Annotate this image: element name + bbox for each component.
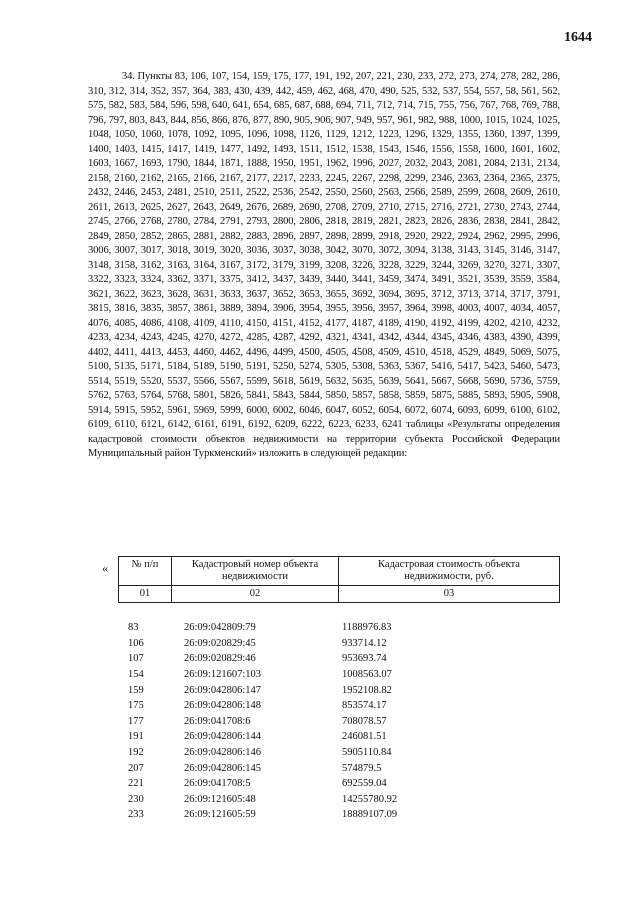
row-number: 106 <box>128 637 144 649</box>
cadastral-number: 26:09:042806:148 <box>184 700 262 712</box>
cadastral-number: 26:09:041708:6 <box>184 715 251 727</box>
cadastral-number: 26:09:121605:48 <box>184 793 256 805</box>
page-number: 1644 <box>564 30 592 45</box>
row-number: 233 <box>128 809 144 821</box>
table-row <box>128 698 528 714</box>
row-number: 154 <box>128 669 144 681</box>
row-number: 191 <box>128 731 144 743</box>
table-row <box>128 776 528 792</box>
table-row <box>128 760 528 776</box>
cadastral-number: 26:09:121605:59 <box>184 809 256 821</box>
table-row <box>128 745 528 761</box>
cadastral-value: 1188976.83 <box>342 622 392 634</box>
cadastral-number: 26:09:041708:5 <box>184 778 251 790</box>
table-row <box>128 714 528 730</box>
cadastral-number: 26:09:042806:145 <box>184 762 262 774</box>
column-number: 01 <box>119 586 172 603</box>
row-number: 177 <box>128 715 144 727</box>
table-row <box>128 792 528 808</box>
row-number: 83 <box>128 622 139 634</box>
row-number: 175 <box>128 700 144 712</box>
table-row <box>128 729 528 745</box>
cadastral-value: 574879.5 <box>342 762 382 774</box>
cadastral-value: 18889107.09 <box>342 809 398 821</box>
row-number: 230 <box>128 793 144 805</box>
row-number: 107 <box>128 653 144 665</box>
cadastral-value: 708078.57 <box>342 715 387 727</box>
table-row <box>128 620 528 636</box>
table-row <box>128 636 528 652</box>
table-column-number-row <box>119 586 560 603</box>
header-cadastral-number: Кадастровый номер объекта недвижимости <box>172 557 339 586</box>
cadastral-number: 26:09:121607:103 <box>184 669 262 681</box>
header-cadastral-value: Кадастровая стоимость объекта недвижимости, руб. <box>339 557 560 586</box>
table-header-row <box>119 557 560 586</box>
cadastral-number: 26:09:020829:46 <box>184 653 256 665</box>
cadastral-number: 26:09:042806:144 <box>184 731 262 743</box>
cadastral-value: 1008563.07 <box>342 669 392 681</box>
cadastral-value: 14255780.92 <box>342 793 398 805</box>
cadastral-number: 26:09:020829:45 <box>184 637 256 649</box>
cadastral-value: 692559.04 <box>342 778 387 790</box>
opening-quote: « <box>102 561 108 575</box>
table-row <box>128 807 528 823</box>
cadastral-value: 1952108.82 <box>342 684 392 696</box>
row-number: 221 <box>128 778 144 790</box>
table-row <box>128 651 528 667</box>
cadastral-number: 26:09:042806:147 <box>184 684 262 696</box>
table-header <box>118 556 560 603</box>
cadastral-value: 5905110.84 <box>342 747 392 759</box>
column-number: 02 <box>172 586 339 603</box>
row-number: 159 <box>128 684 144 696</box>
table-body <box>128 620 528 823</box>
table-row <box>128 667 528 683</box>
cadastral-number: 26:09:042809:79 <box>184 622 256 634</box>
table-row <box>128 682 528 698</box>
cadastral-number: 26:09:042806:146 <box>184 747 262 759</box>
cadastral-value: 853574.17 <box>342 700 387 712</box>
row-number: 192 <box>128 747 144 759</box>
cadastral-value: 933714.12 <box>342 637 387 649</box>
column-number: 03 <box>339 586 560 603</box>
cadastral-value: 953693.74 <box>342 653 387 665</box>
row-number: 207 <box>128 762 144 774</box>
header-number: № п/п <box>119 557 172 586</box>
cadastral-value: 246081.51 <box>342 731 387 743</box>
amendment-paragraph: 34. Пункты 83, 106, 107, 154, 159, 175, 177, 191, 192, 207, 221, 230, 233, 272, 273, 274, 278, 282, 286, 310, 312, 314, 352, 357, 364, 383, 430, 439, 442, 459, 462, 468, 470, 490, 525, 532, 537, 554, 557, 58, 561, 562, 575, 582, 583, 584, 596, 598, 640, 641, 654, 685, 687, 688, 694, 711, 712, 714, 715, 755, 756, 767, 768, 769, 788, 796, 797, 803, 843, 844, 856, 866, 876, 877, 890, 905, 906, 907, 949, 957, 961, 982, 988, 1000, 1015, 1024, 1025, 1048, 1050, 1060, 1078, 1092, 1095, 1096, 1098, 1126, 1129, 1212, 1223, 1296, 1329, 1355, 1360, 1397, 1399, 1400, 1403, 1415, 1417, 1419, 1477, 1492, 1493, 1511, 1512, 1538, 1543, 1546, 1556, 1558, 1600, 1601, 1602, 1603, 1667, 1693, 1790, 1844, 1871, 1888, 1950, 1951, 1962, 1996, 2027, 2032, 2043, 2081, 2084, 2131, 2134, 2158, 2160, 2162, 2165, 2166, 2167, 2177, 2217, 2233, 2245, 2267, 2298, 2299, 2346, 2363, 2364, 2365, 2375, 2432, 2446, 2453, 2481, 2510, 2511, 2522, 2536, 2542, 2550, 2560, 2563, 2566, 2589, 2599, 2608, 2609, 2610, 2611, 2613, 2625, 2627, 2643, 2649, 2676, 2689, 2690, 2708, 2709, 2710, 2715, 2716, 2721, 2730, 2743, 2744, 2745, 2766, 2768, 2780, 2784, 2791, 2793, 2800, 2806, 2818, 2819, 2821, 2823, 2826, 2836, 2838, 2841, 2842, 2849, 2850, 2852, 2865, 2881, 2882, 2883, 2896, 2897, 2898, 2899, 2918, 2920, 2922, 2924, 2962, 2995, 2996, 3006, 3007, 3017, 3018, 3019, 3020, 3036, 3037, 3038, 3042, 3070, 3072, 3094, 3138, 3143, 3145, 3146, 3147, 3148, 3158, 3162, 3163, 3164, 3167, 3172, 3179, 3199, 3208, 3226, 3228, 3229, 3244, 3269, 3270, 3271, 3307, 3322, 3323, 3324, 3362, 3371, 3375, 3412, 3437, 3439, 3440, 3441, 3459, 3474, 3491, 3521, 3539, 3559, 3584, 3621, 3622, 3623, 3628, 3631, 3633, 3637, 3652, 3653, 3655, 3692, 3694, 3695, 3712, 3713, 3714, 3717, 3791, 3815, 3816, 3835, 3857, 3861, 3889, 3894, 3906, 3954, 3955, 3956, 3957, 3964, 3998, 4003, 4007, 4034, 4057, 4076, 4085, 4086, 4108, 4109, 4110, 4150, 4151, 4152, 4177, 4187, 4189, 4190, 4192, 4199, 4202, 4210, 4232, 4233, 4234, 4243, 4245, 4270, 4272, 4285, 4287, 4292, 4321, 4341, 4342, 4344, 4345, 4346, 4383, 4390, 4399, 4402, 4411, 4413, 4453, 4460, 4462, 4496, 4499, 4500, 4505, 4508, 4509, 4510, 4518, 4529, 4849, 5069, 5075, 5100, 5135, 5171, 5184, 5189, 5190, 5191, 5250, 5274, 5305, 5308, 5363, 5367, 5416, 5417, 5423, 5460, 5473, 5514, 5519, 5520, 5537, 5566, 5567, 5599, 5618, 5619, 5632, 5635, 5639, 5641, 5667, 5668, 5690, 5736, 5759, 5762, 5763, 5764, 5768, 5801, 5826, 5841, 5843, 5844, 5850, 5857, 5858, 5859, 5875, 5885, 5893, 5905, 5908, 5914, 5915, 5952, 5961, 5969, 5999, 6000, 6002, 6046, 6047, 6052, 6054, 6072, 6074, 6093, 6099, 6100, 6102, 6109, 6110, 6121, 6142, 6161, 6191, 6192, 6209, 6222, 6223, 6233, 6241 таблицы «Результаты определения кадастровой стоимости объектов недвижимости на территории субъекта Российской Федерации Муниципальный район Туркменский» изложить в следующей редакции: <box>88 71 560 459</box>
